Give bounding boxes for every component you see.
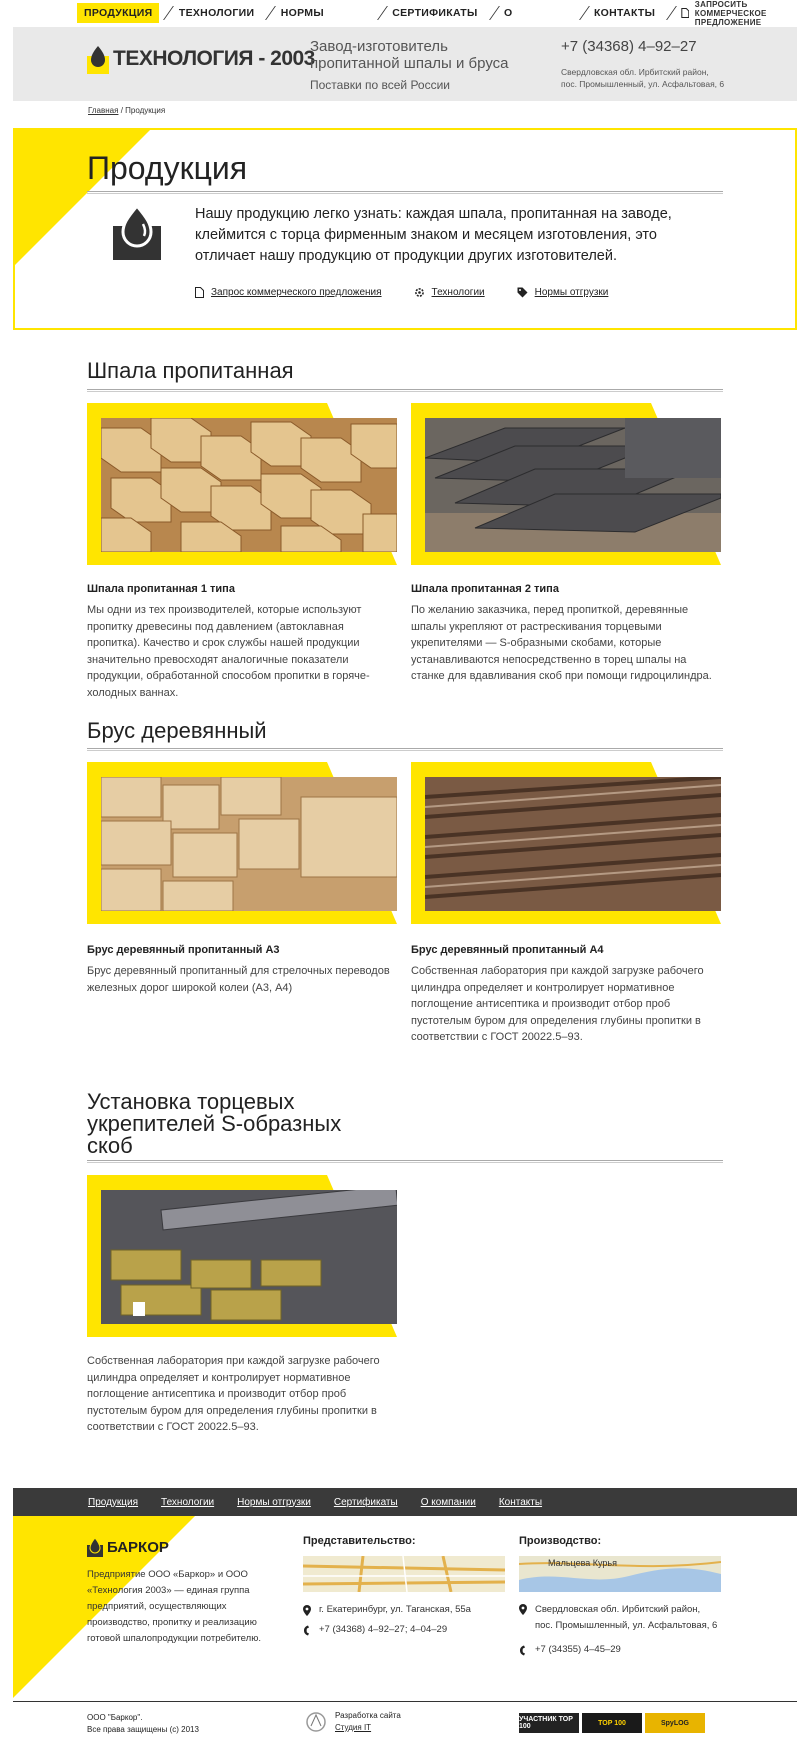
breadcrumb xyxy=(88,106,165,115)
card-text: Собственная лаборатория при каждой загрузке рабочего цилиндра определяет и контролирует нормативное поглощение антисептика и производит отбор проб пустотелым буром для определения глубины пропитки в соответствии с ГОСТ 20022.5–93. xyxy=(87,1355,380,1433)
photo-beam-a4[interactable] xyxy=(425,777,721,911)
card-text: Собственная лаборатория при каждой загрузке рабочего цилиндра определяет и контролирует нормативное поглощение антисептика и производит отбор проб пустотелым буром для определения глубины пропитки в соответствии с ГОСТ 20022.5–93. xyxy=(411,965,704,1043)
copyright-line2: Все права защищены (c) 2013 xyxy=(87,1725,199,1734)
footer-logo[interactable] xyxy=(87,1537,169,1557)
footer-copyright xyxy=(87,1712,199,1736)
header-address-line2: пос. Промышленный, ул. Асфальтовая, 6 xyxy=(561,79,725,89)
footer-about: Предприятие ООО «Баркор» и ООО «Технология 2003» — единая группа предприятий, осуществляющих производство, пропитку и реализацию готовой шпалопродукции потребителю. xyxy=(87,1569,261,1644)
footer-nav-shipping-norms[interactable]: Нормы отгрузки xyxy=(237,1496,311,1508)
section-title-s-clamps: Установка торцевых укрепителей S-образных скоб xyxy=(87,1089,342,1158)
photo-beam-a3[interactable] xyxy=(101,777,397,911)
card-image-frame xyxy=(87,762,397,924)
nav-item-contacts[interactable]: КОНТАКТЫ xyxy=(593,7,656,19)
nav-item-about[interactable]: О xyxy=(504,7,513,19)
top-nav xyxy=(77,0,810,26)
footer-plant-title: Производство: xyxy=(519,1535,602,1547)
intro-link-request-label: Запрос коммерческого предложения xyxy=(211,287,382,298)
footer-office-phone-text[interactable]: +7 (34368) 4–92–27; 4–04–29 xyxy=(319,1624,448,1635)
card-image-frame xyxy=(87,1175,397,1337)
intro-box xyxy=(13,128,797,330)
section-rule xyxy=(87,389,723,392)
footer-office-address-text: г. Екатеринбург, ул. Таганская, 55а xyxy=(319,1604,471,1615)
card-title: Брус деревянный пропитанный А3 xyxy=(87,944,280,956)
section-title-sleepers: Шпала пропитанная xyxy=(87,358,294,383)
document-icon xyxy=(681,7,689,19)
footer-nav-products[interactable]: Продукция xyxy=(88,1496,139,1508)
counter-badge-2[interactable]: TOP 100 xyxy=(582,1713,642,1733)
footer-developer xyxy=(305,1710,401,1734)
nav-item-certificates[interactable]: СЕРТИФИКАТЫ xyxy=(392,7,478,19)
section-rule xyxy=(87,748,723,751)
footer-plant-address-line1: Свердловская обл. Ирбитский район, xyxy=(535,1604,701,1615)
intro-link-tech[interactable] xyxy=(414,287,485,298)
nav-item-products[interactable]: ПРОДУКЦИЯ xyxy=(77,3,159,23)
footer-nav-technologies[interactable]: Технологии xyxy=(161,1496,215,1508)
title-rule xyxy=(87,191,723,194)
phone-icon xyxy=(303,1625,311,1636)
footer-nav-certificates[interactable]: Сертификаты xyxy=(333,1496,398,1508)
logo-text: ТЕХНОЛОГИЯ - 2003 xyxy=(113,47,315,70)
card-text: По желанию заказчика, перед пропиткой, деревянные шпалы укрепляют от растрескивания торцевыми укрепителями — S-образными скобами, которые устанавливаются непосредственно в торец шпалы на станке для вдавливания скоб при помощи гидроцилиндра. xyxy=(411,604,712,682)
map-pin-icon xyxy=(303,1605,311,1616)
header-tagline: Завод-изготовитель пропитанной шпалы и бруса xyxy=(310,38,509,72)
developer-link[interactable]: Студия IT xyxy=(335,1723,372,1732)
request-offer-line2: КОММЕРЧЕСКОЕ ПРЕДЛОЖЕНИЕ xyxy=(694,8,767,27)
request-offer-link[interactable] xyxy=(681,0,810,27)
site-logo[interactable] xyxy=(87,44,315,74)
card-title: Брус деревянный пропитанный А4 xyxy=(411,944,604,956)
plant-map-label: Мальцева Курья xyxy=(548,1558,617,1568)
intro-link-norms-label: Нормы отгрузки xyxy=(534,287,609,298)
brand-mark-icon xyxy=(113,204,161,260)
card-image-frame xyxy=(87,403,397,565)
phone-icon xyxy=(519,1645,527,1656)
card-title: Шпала пропитанная 1 типа xyxy=(87,583,235,595)
footer-nav-contacts[interactable]: Контакты xyxy=(498,1496,543,1508)
nav-item-shipping-norms[interactable]: НОРМЫ xyxy=(280,7,324,19)
footer-plant-address-line2: пос. Промышленный, ул. Асфальтовая, 6 xyxy=(535,1620,718,1631)
card-image-frame xyxy=(411,762,721,924)
intro-link-tech-label: Технологии xyxy=(431,287,485,298)
section-rule xyxy=(87,1160,723,1163)
footer-office-address xyxy=(303,1602,471,1618)
studio-logo-icon xyxy=(305,1710,327,1734)
nav-item-technologies[interactable]: ТЕХНОЛОГИИ xyxy=(178,7,255,19)
page-title: Продукция xyxy=(87,150,248,186)
footer-nav xyxy=(88,1488,542,1516)
intro-link-norms[interactable] xyxy=(517,287,609,298)
footer-office-title: Представительство: xyxy=(303,1535,416,1547)
logo-drop-icon xyxy=(87,44,109,74)
counter-badges xyxy=(519,1713,705,1733)
section-title-beams: Брус деревянный xyxy=(87,718,267,743)
footer-office-phone xyxy=(303,1622,447,1638)
card-title: Шпала пропитанная 2 типа xyxy=(411,583,559,595)
breadcrumb-home[interactable]: Главная xyxy=(88,106,119,115)
office-map[interactable] xyxy=(303,1556,505,1592)
intro-link-request[interactable] xyxy=(195,287,382,298)
map-pin-icon xyxy=(519,1604,527,1615)
photo-sleepers-type2[interactable] xyxy=(425,418,721,552)
breadcrumb-current: Продукция xyxy=(125,106,166,115)
photo-s-clamps[interactable] xyxy=(101,1190,397,1324)
intro-lead: Нашу продукцию легко узнать: каждая шпала, пропитанная на заводе, клеймится с торца фирменным знаком и месяцем изготовления, это отличает нашу продукцию от продукции других изготовителей. xyxy=(195,206,672,264)
request-offer-line1: ЗАПРОСИТЬ xyxy=(694,0,748,9)
photo-sleepers-type1[interactable] xyxy=(101,418,397,552)
card-image-frame xyxy=(411,403,721,565)
header-address-line1: Свердловская обл. Ирбитский район, xyxy=(561,67,709,77)
counter-badge-1[interactable]: УЧАСТНИК TOP 100 xyxy=(519,1713,579,1733)
footer-plant-phone xyxy=(519,1642,621,1658)
developer-label: Разработка сайта xyxy=(335,1711,401,1720)
counter-badge-3[interactable]: SpyLOG xyxy=(645,1713,705,1733)
footer-plant-address xyxy=(519,1602,717,1634)
header-address xyxy=(561,66,724,90)
copyright-line1: ООО "Баркор". xyxy=(87,1713,143,1722)
gear-icon xyxy=(414,287,425,298)
header-delivery: Поставки по всей России xyxy=(310,78,451,92)
footer-nav-about[interactable]: О компании xyxy=(420,1496,476,1508)
tag-icon xyxy=(517,287,528,298)
header-phone[interactable]: +7 (34368) 4–92–27 xyxy=(561,38,697,55)
footer-plant-phone-text[interactable]: +7 (34355) 4–45–29 xyxy=(535,1644,621,1655)
intro-links xyxy=(195,287,608,298)
document-icon xyxy=(195,287,204,298)
card-text: Мы одни из тех производителей, которые используют пропитку древесины под давлением (автоклавная пропитка). Качество и срок службы нашей продукции значительно превосходят аналогичные показатели продукции, обработанной способом пропитки в горяче-холодных ваннах. xyxy=(87,604,370,699)
barkor-logo-icon xyxy=(87,1537,103,1557)
breadcrumb-separator: / xyxy=(120,106,123,115)
card-text: Брус деревянный пропитанный для стрелочных переводов железных дорог широкой колеи (А3, А4) xyxy=(87,965,390,994)
footer-bottom-rule xyxy=(13,1701,797,1702)
footer-brand: БАРКОР xyxy=(107,1538,169,1556)
